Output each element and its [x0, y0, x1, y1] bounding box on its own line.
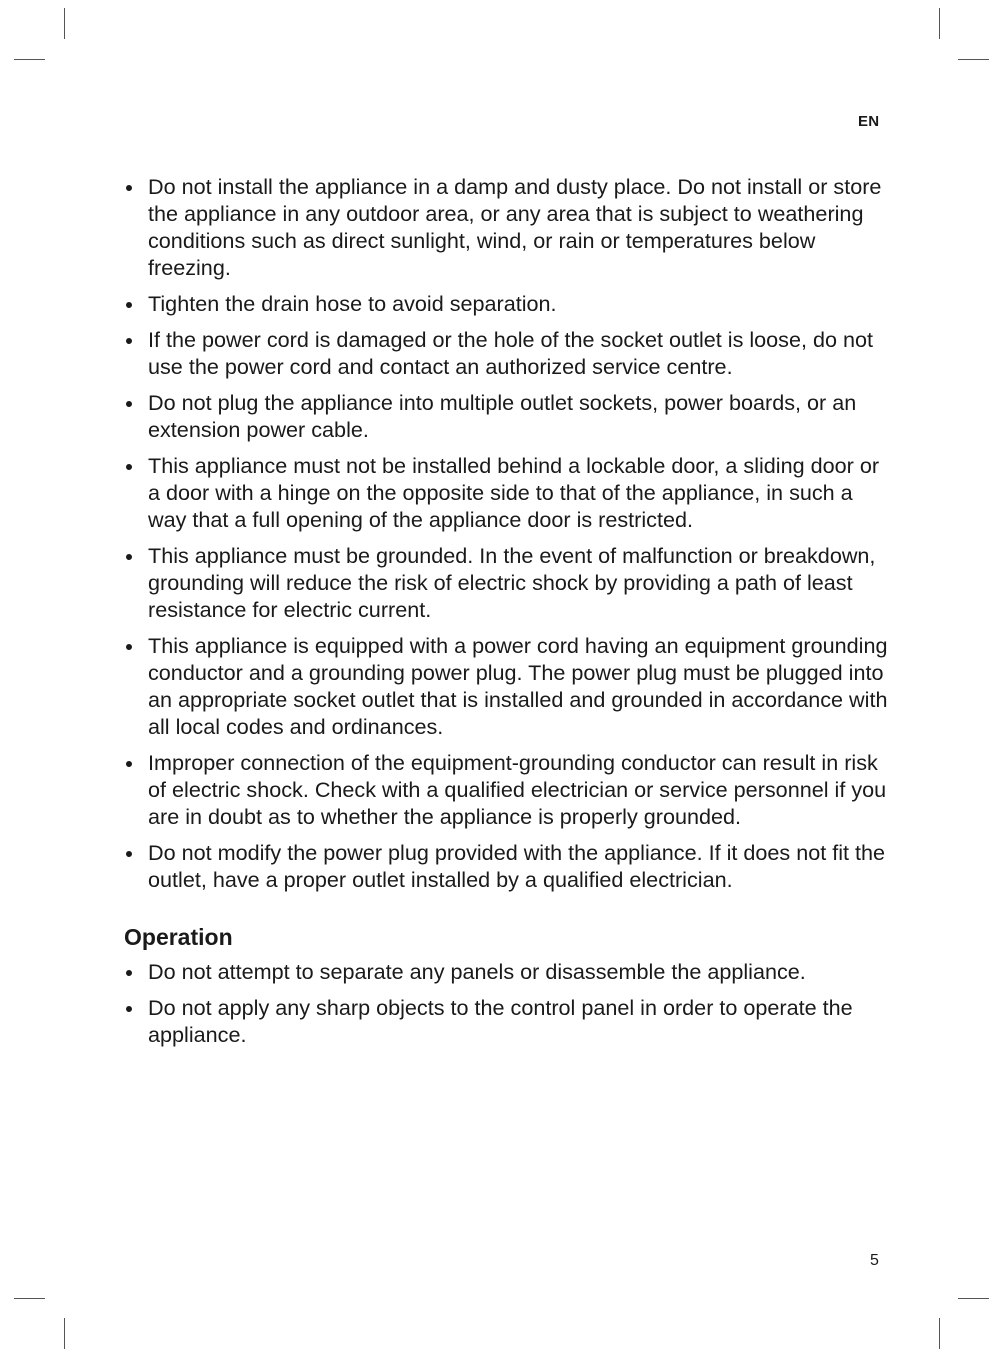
crop-mark-top-right-vertical — [939, 8, 940, 39]
list-item: If the power cord is damaged or the hole of the socket outlet is loose, do not use the power cord and contact an authorized service centre. — [124, 326, 894, 380]
safety-bullet-list — [124, 173, 894, 893]
crop-mark-bottom-right-horizontal — [958, 1298, 989, 1299]
operation-bullet-list — [124, 958, 894, 1048]
crop-mark-top-left-horizontal — [14, 59, 45, 60]
list-item: Do not plug the appliance into multiple outlet sockets, power boards, or an extension power cable. — [124, 389, 894, 443]
crop-mark-top-right-horizontal — [958, 59, 989, 60]
list-item: This appliance must be grounded. In the event of malfunction or breakdown, grounding will reduce the risk of electric shock by providing a path of least resistance for electric current. — [124, 542, 894, 623]
crop-mark-bottom-right-vertical — [939, 1318, 940, 1349]
page-number: 5 — [870, 1252, 879, 1269]
language-code: EN — [858, 113, 880, 130]
list-item: Tighten the drain hose to avoid separation. — [124, 290, 894, 317]
page-content — [124, 173, 894, 1057]
list-item: Do not attempt to separate any panels or disassemble the appliance. — [124, 958, 894, 985]
list-item: Do not modify the power plug provided with the appliance. If it does not fit the outlet, have a proper outlet installed by a qualified electrician. — [124, 839, 894, 893]
list-item: This appliance must not be installed behind a lockable door, a sliding door or a door with a hinge on the opposite side to that of the appliance, in such a way that a full opening of the appliance door is restricted. — [124, 452, 894, 533]
crop-mark-top-left-vertical — [64, 8, 65, 39]
list-item: This appliance is equipped with a power cord having an equipment grounding conductor and a grounding power plug. The power plug must be plugged into an appropriate socket outlet that is installed and grounded in accordance with all local codes and ordinances. — [124, 632, 894, 740]
list-item: Do not install the appliance in a damp and dusty place. Do not install or store the appliance in any outdoor area, or any area that is subject to weathering conditions such as direct sunlight, wind, or rain or temperatures below freezing. — [124, 173, 894, 281]
list-item: Improper connection of the equipment-grounding conductor can result in risk of electric shock. Check with a qualified electrician or service personnel if you are in doubt as to whether the appliance is properly grounded. — [124, 749, 894, 830]
crop-mark-bottom-left-vertical — [64, 1318, 65, 1349]
crop-mark-bottom-left-horizontal — [14, 1298, 45, 1299]
operation-heading: Operation — [124, 924, 233, 950]
list-item: Do not apply any sharp objects to the control panel in order to operate the appliance. — [124, 994, 894, 1048]
